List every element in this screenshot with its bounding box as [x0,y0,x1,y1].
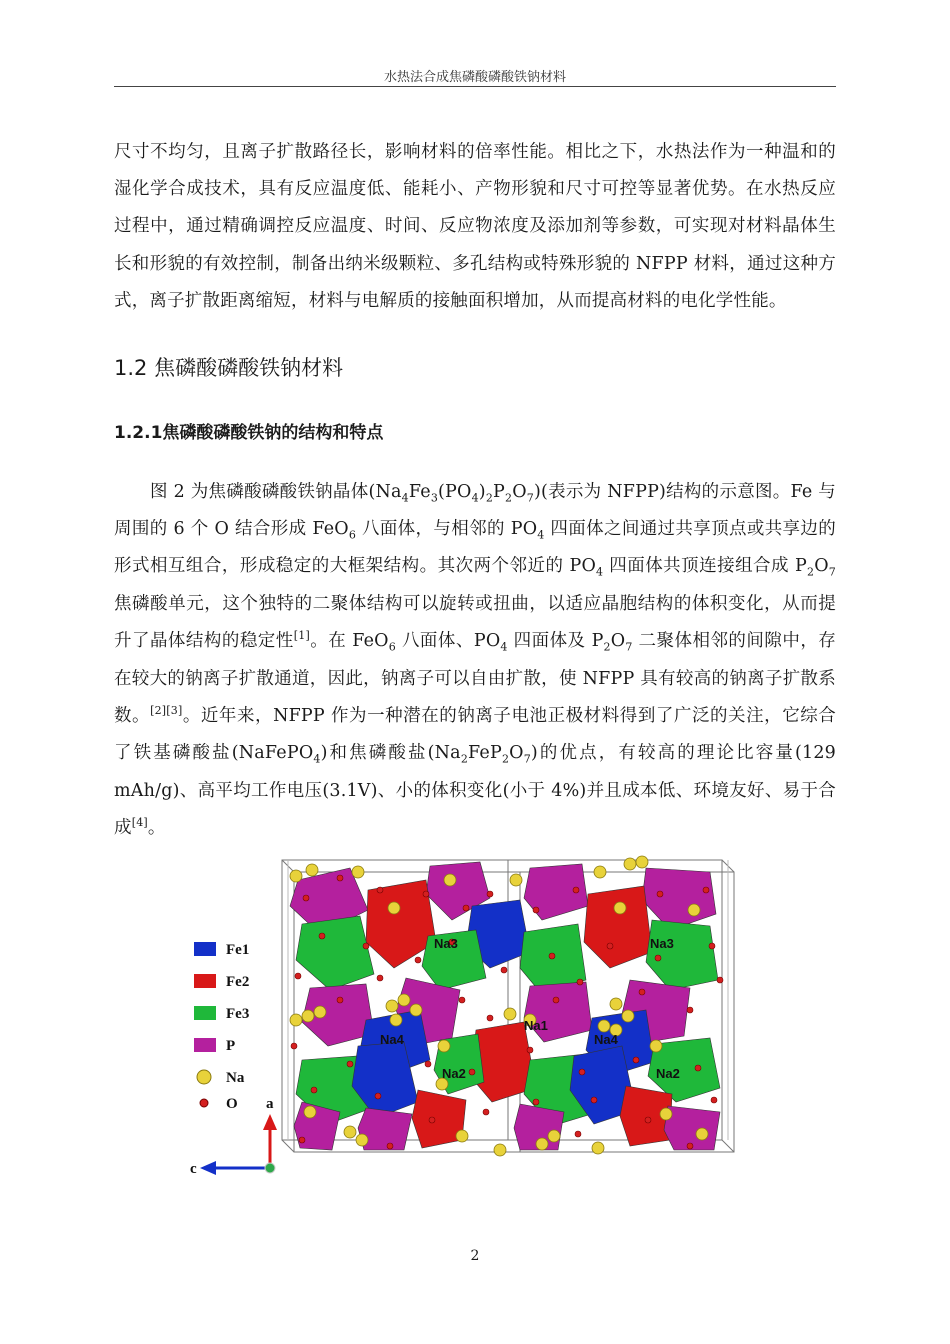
header-rule [114,86,836,87]
axis-origin-icon [265,1163,275,1173]
site-label-na4-right: Na4 [594,1032,618,1047]
legend-swatch-fe3 [194,1006,216,1020]
running-header: 水热法合成焦磷酸磷酸铁钠材料 [383,70,566,85]
legend-label-fe1: Fe1 [226,942,250,958]
site-label-na3-left: Na3 [434,936,458,951]
legend-label-o: O [226,1096,238,1112]
axis-a-arrow-icon [263,1114,277,1130]
legend-label-p: P [226,1038,236,1054]
site-label-na4-left: Na4 [380,1032,404,1047]
crystal-structure-image [190,850,750,1180]
legend-swatch-p [194,1038,216,1052]
figure-legend [194,942,249,1112]
citation-4[interactable]: [4] [131,816,148,830]
subsection-title: 1.2.1焦磷酸磷酸铁钠的结构和特点 [114,423,384,443]
citation-2-3[interactable]: [2][3] [150,704,183,718]
polyhedra [290,862,720,1150]
legend-label-na: Na [226,1070,245,1086]
legend-swatch-o [200,1099,208,1107]
legend-swatch-fe2 [194,974,216,988]
paragraph-hydrothermal: 尺寸不均匀，且离子扩散路径长，影响材料的倍率性能。相比之下，水热法作为一种温和的湿化学合成技术，具有反应温度低、能耗小、产物形貌和尺寸可控等显著优势。在水热反应过程中，通过精确调控反应温度、时间、反应物浓度及添加剂等参数，可实现对材料晶体生长和形貌的有效控制，制备出纳米级颗粒、多孔结构或特殊形貌的 NFPP 材料，通过这种方式，离子扩散距离缩短，材料与电解质的接触面积增加，从而提高材料的电化学性能。 [114,141,836,312]
section-title: 1.2 焦磷酸磷酸铁钠材料 [114,356,344,380]
legend-label-fe2: Fe2 [226,974,250,990]
crystal-structure-figure [190,850,750,1180]
site-label-na3-right: Na3 [650,936,674,951]
axis-label-c: c [190,1161,197,1177]
site-label-na2-right: Na2 [656,1066,680,1081]
page-number: 2 [470,1248,480,1264]
axis-label-a: a [266,1096,274,1112]
axis-c-arrow-icon [200,1161,216,1175]
paragraph-structure: 图 2 为焦磷酸磷酸铁钠晶体$(Na_4Fe_3(PO_4)_2P_2O_7)$(表示为 NFPP)结构的示意图。Fe 与周围的 6 个 O 结合形成 FeO$_6$ 八面体，与相邻的 $PO_4$ 四面体之间通过共享顶点或共享边的形式相互组合，形成稳定的大框架结构。其次两个邻近的 $PO_4$ 四面体共顶连接组合成 $P_2O_7$ 焦磷酸单元，这个独特的二聚体结构可以旋转或扭曲，以适应晶胞结构的体积变化，从而提升了晶体结构的稳定性[1]。在 FeO$_6$ 八面体、$PO_4$ 四面体及 $P_2O_7$ 二聚体相邻的间隙中，存在较大的钠离子扩散通道，因此，钠离子可以自由扩散，使 NFPP 具有较高的钠离子扩散系数。[2][3]。近年来，NFPP 作为一种潜在的钠离子电池正极材料得到了广泛的关注，它综合了铁基磷酸盐(NaFePO$_4$)和焦磷酸盐$(Na_2FeP_2O_7)$的优点，有较高的理论比容量(129 mAh/g)、高平均工作电压(3.1V)、小的体积变化(小于 4%)并且成本低、环境友好、易于合成[4]。 [114,481,837,839]
citation-1[interactable]: [1] [293,629,310,643]
legend-label-fe3: Fe3 [226,1006,250,1022]
site-label-na1: Na1 [524,1018,548,1033]
legend-swatch-fe1 [194,942,216,956]
legend-swatch-na [197,1070,211,1084]
site-label-na2-left: Na2 [442,1066,466,1081]
